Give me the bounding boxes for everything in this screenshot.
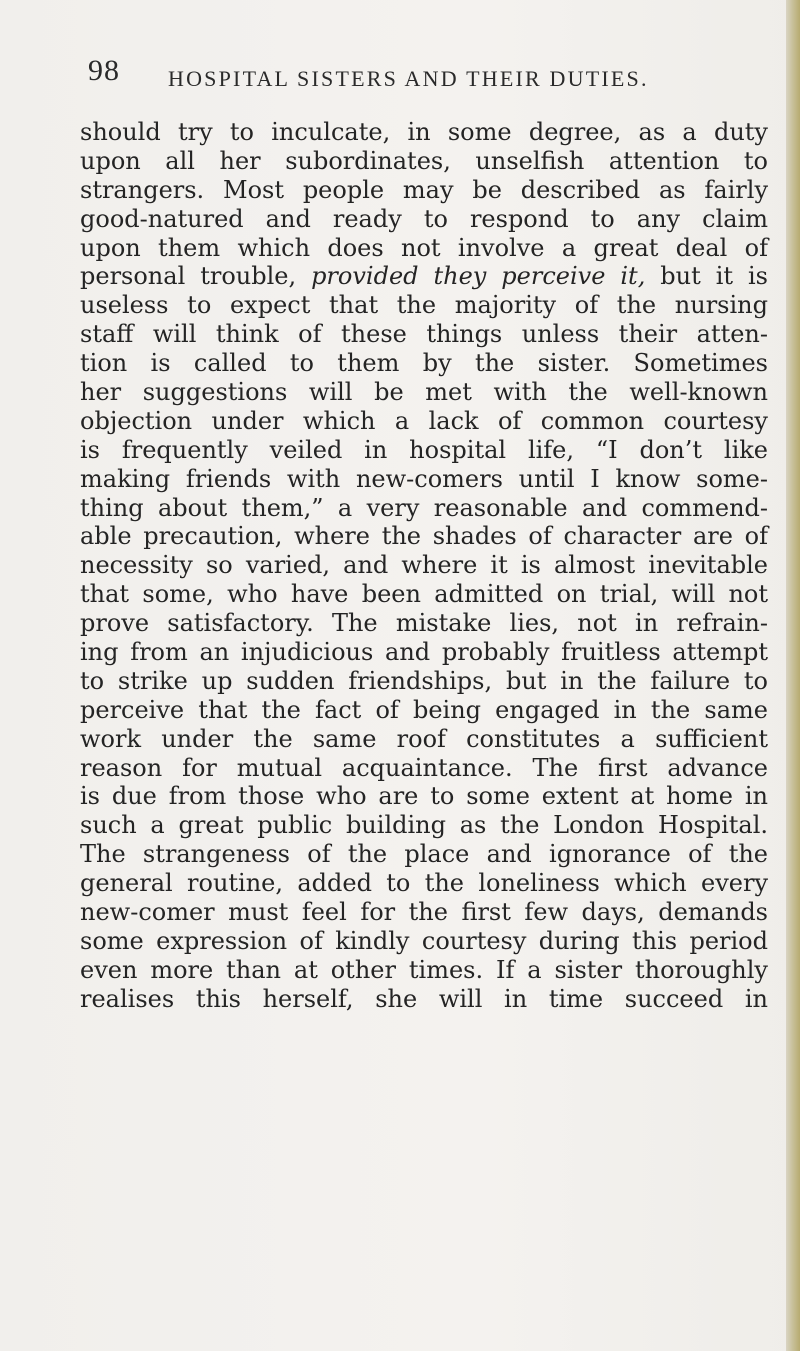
italic-phrase: provided they perceive it, — [311, 262, 646, 291]
text-line: tion is called to them by the sister. Sometimes — [80, 349, 768, 378]
text-line: upon all her subordinates, unselfish attention to — [80, 146, 768, 175]
text-segment: personal trouble, — [80, 262, 312, 291]
text-line: such a great public building as the London Hospital. — [80, 811, 768, 840]
page-header — [88, 54, 728, 94]
text-line: perceive that the fact of being engaged in the same — [80, 695, 768, 724]
text-line: prove satisfactory. The mistake lies, not in refrain- — [80, 609, 768, 638]
text-line: able precaution, where the shades of character are of — [80, 522, 768, 551]
text-line: even more than at other times. If a sister thoroughly — [80, 955, 768, 984]
text-line: work under the same roof constitutes a sufficient — [80, 724, 768, 753]
body-text — [80, 118, 768, 1014]
running-title: HOSPITAL SISTERS AND THEIR DUTIES. — [168, 66, 649, 91]
text-line: to strike up sudden friendships, but in the failure to — [80, 666, 768, 695]
text-line: should try to inculcate, in some degree, as a duty — [80, 118, 768, 146]
page-edge — [786, 0, 800, 1351]
text-line: staff will think of these things unless their atten- — [80, 320, 768, 349]
text-line: is frequently veiled in hospital life, “I don’t like — [80, 435, 768, 464]
text-line: objection under which a lack of common courtesy — [80, 406, 768, 435]
text-line: new-comer must feel for the first few days, demands — [80, 898, 768, 927]
text-line: necessity so varied, and where it is almost inevitable — [80, 551, 768, 580]
text-line: general routine, added to the loneliness which every — [80, 869, 768, 898]
text-line: strangers. Most people may be described as fairly — [80, 175, 768, 204]
text-line: ing from an injudicious and probably fruitless attempt — [80, 638, 768, 667]
text-line: thing about them,” a very reasonable and commend- — [80, 493, 768, 522]
text-line: good-natured and ready to respond to any claim — [80, 204, 768, 233]
text-line — [80, 262, 768, 291]
text-line: her suggestions will be met with the well-known — [80, 378, 768, 407]
text-line: is due from those who are to some extent at home in — [80, 782, 768, 811]
text-line: that some, who have been admitted on trial, will not — [80, 580, 768, 609]
text-line: some expression of kindly courtesy during this period — [80, 926, 768, 955]
text-line: making friends with new-comers until I know some- — [80, 464, 768, 493]
text-line: realises this herself, she will in time succeed in — [80, 984, 768, 1013]
page-number: 98 — [88, 54, 120, 87]
text-line: upon them which does not involve a great deal of — [80, 233, 768, 262]
text-line: useless to expect that the majority of the nursing — [80, 291, 768, 320]
text-segment: but it is — [645, 262, 768, 291]
text-line: reason for mutual acquaintance. The first advance — [80, 753, 768, 782]
text-line: The strangeness of the place and ignorance of the — [80, 840, 768, 869]
